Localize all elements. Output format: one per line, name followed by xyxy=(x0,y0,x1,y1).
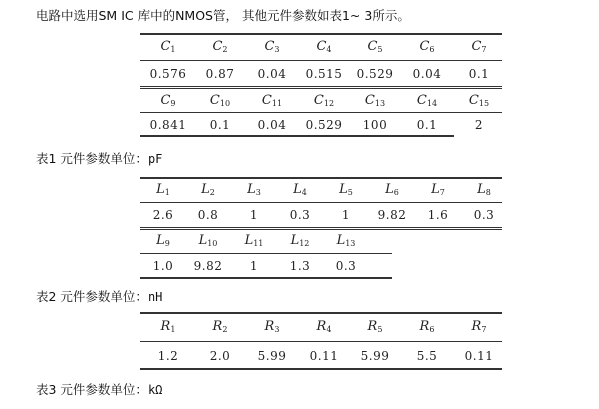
header-symbol: L xyxy=(385,182,394,197)
table-cell: 0.11 xyxy=(464,349,494,363)
header-symbol: R xyxy=(471,319,482,334)
header-symbol: L xyxy=(293,182,302,197)
column-header xyxy=(412,180,464,203)
table-cell: 0.87 xyxy=(205,67,235,81)
header-symbol: R xyxy=(367,319,378,334)
header-symbol: C xyxy=(261,93,272,108)
value-row xyxy=(140,115,502,135)
table3-caption xyxy=(36,380,162,398)
column-header xyxy=(142,37,194,60)
header-subscript: 5 xyxy=(377,325,383,334)
header-subscript: 1 xyxy=(164,188,170,197)
header-subscript: 7 xyxy=(481,45,487,54)
value-row xyxy=(140,64,502,84)
caption-prefix: 表2 元件参数单位： xyxy=(36,289,148,304)
header-symbol: L xyxy=(156,233,165,248)
column-header xyxy=(182,231,234,254)
value-row xyxy=(140,256,502,276)
header-symbol: L xyxy=(290,233,300,248)
table-cell: 1 xyxy=(341,208,351,222)
table-cell: 1 xyxy=(249,208,259,222)
table-bottom-rule xyxy=(140,368,502,370)
column-header xyxy=(182,180,234,203)
table-cell: 0.1 xyxy=(468,67,490,81)
header-subscript: 1 xyxy=(170,45,176,54)
header-row xyxy=(140,37,502,57)
column-header xyxy=(349,37,401,60)
caption-unit: pF xyxy=(147,152,163,166)
table-cell: 9.82 xyxy=(377,208,407,222)
column-header xyxy=(246,317,298,340)
header-symbol: C xyxy=(364,93,375,108)
column-header xyxy=(320,180,372,203)
capacitor-table xyxy=(140,33,502,137)
table-cell: 0.04 xyxy=(412,67,442,81)
header-symbol: L xyxy=(198,233,208,248)
header-row xyxy=(140,231,502,251)
table-rule xyxy=(140,202,502,203)
header-symbol: C xyxy=(313,93,324,108)
header-subscript: 1 xyxy=(170,325,176,334)
header-row xyxy=(140,317,502,337)
header-subscript: 14 xyxy=(426,99,438,108)
header-subscript: 6 xyxy=(429,325,435,334)
table-cell: 0.3 xyxy=(335,259,357,273)
column-header xyxy=(401,317,453,340)
column-header xyxy=(228,180,280,203)
table-cell: 0.515 xyxy=(305,67,343,81)
caption-prefix: 表3 元件参数单位： xyxy=(36,382,148,397)
table-cell: 0.3 xyxy=(289,208,311,222)
header-subscript: 10 xyxy=(219,99,231,108)
table2-caption xyxy=(36,287,162,305)
table-cell: 2.0 xyxy=(209,349,231,363)
table-cell: 1.6 xyxy=(427,208,449,222)
header-symbol: C xyxy=(160,39,171,54)
header-row xyxy=(140,180,502,200)
table-cell: 0.04 xyxy=(257,67,287,81)
table-cell: 0.1 xyxy=(209,118,231,132)
header-symbol: L xyxy=(477,182,486,197)
header-symbol: L xyxy=(339,182,348,197)
table-rule xyxy=(140,112,502,113)
header-symbol: R xyxy=(160,319,171,334)
column-header xyxy=(274,180,326,203)
header-symbol: L xyxy=(431,182,440,197)
column-header xyxy=(458,180,510,203)
inductor-table xyxy=(140,177,502,279)
table-cell: 0.11 xyxy=(309,349,339,363)
header-subscript: 12 xyxy=(323,99,335,108)
header-symbol: C xyxy=(367,39,378,54)
table-top-rule xyxy=(140,177,502,179)
header-symbol: L xyxy=(201,182,210,197)
table-cell: 9.82 xyxy=(193,259,223,273)
header-row xyxy=(140,91,502,111)
column-header xyxy=(142,91,194,114)
caption-unit: kΩ xyxy=(147,383,163,397)
header-subscript: 3 xyxy=(255,188,261,197)
header-subscript: 12 xyxy=(299,239,310,248)
value-row xyxy=(140,346,502,366)
header-symbol: C xyxy=(264,39,275,54)
column-header xyxy=(453,317,505,340)
header-symbol: C xyxy=(209,93,220,108)
table-cell: 5.5 xyxy=(416,349,438,363)
value-row xyxy=(140,205,502,225)
resistor-table xyxy=(140,312,502,370)
column-header xyxy=(366,180,418,203)
table-cell: 0.841 xyxy=(149,118,187,132)
caption-unit: nH xyxy=(147,290,163,304)
column-header xyxy=(194,37,246,60)
header-symbol: L xyxy=(244,233,254,248)
header-subscript: 15 xyxy=(478,99,490,108)
header-symbol: L xyxy=(247,182,256,197)
header-subscript: 10 xyxy=(207,239,218,248)
table-cell: 5.99 xyxy=(257,349,287,363)
table-cell: 2.6 xyxy=(152,208,174,222)
caption-prefix: 表1 元件参数单位： xyxy=(36,151,148,166)
header-subscript: 4 xyxy=(301,188,307,197)
header-symbol: C xyxy=(160,93,171,108)
column-header xyxy=(298,37,350,60)
table-bottom-rule xyxy=(140,277,392,279)
header-symbol: C xyxy=(416,93,427,108)
table-cell: 0.529 xyxy=(305,118,343,132)
column-header xyxy=(298,91,350,114)
table-cell: 1.2 xyxy=(157,349,179,363)
column-header xyxy=(246,91,298,114)
header-symbol: L xyxy=(336,233,346,248)
header-subscript: 6 xyxy=(393,188,399,197)
header-subscript: 7 xyxy=(481,325,487,334)
column-header xyxy=(246,37,298,60)
header-symbol: R xyxy=(212,319,223,334)
table-top-rule xyxy=(140,33,502,35)
table-rule xyxy=(140,341,502,342)
header-symbol: R xyxy=(316,319,327,334)
header-subscript: 13 xyxy=(374,99,386,108)
header-subscript: 5 xyxy=(347,188,353,197)
column-header xyxy=(349,91,401,114)
table-bottom-rule xyxy=(140,135,454,137)
header-symbol: C xyxy=(468,93,479,108)
column-header xyxy=(142,317,194,340)
header-subscript: 5 xyxy=(377,45,383,54)
header-subscript: 9 xyxy=(170,99,176,108)
header-subscript: 2 xyxy=(209,188,215,197)
table-rule xyxy=(140,253,392,254)
header-symbol: C xyxy=(471,39,482,54)
column-header xyxy=(453,37,505,60)
header-subscript: 9 xyxy=(164,239,170,248)
column-header xyxy=(401,91,453,114)
table-cell: 1.3 xyxy=(289,259,311,273)
header-subscript: 4 xyxy=(326,325,332,334)
header-subscript: 7 xyxy=(439,188,445,197)
column-header xyxy=(194,317,246,340)
header-subscript: 11 xyxy=(253,239,264,248)
column-header xyxy=(298,317,350,340)
header-subscript: 8 xyxy=(485,188,491,197)
intro-paragraph: 电路中选用SM IC 库中的NMOS管， 其他元件参数如表1~ 3所示。 xyxy=(36,8,410,23)
column-header xyxy=(228,231,280,254)
table-cell: 0.04 xyxy=(257,118,287,132)
table-cell: 2 xyxy=(474,118,484,132)
header-subscript: 13 xyxy=(345,239,356,248)
column-header xyxy=(349,317,401,340)
header-subscript: 2 xyxy=(222,45,228,54)
table1-caption xyxy=(36,149,162,167)
column-header xyxy=(274,231,326,254)
header-symbol: R xyxy=(419,319,430,334)
table-cell: 5.99 xyxy=(360,349,390,363)
header-subscript: 6 xyxy=(429,45,435,54)
column-header xyxy=(320,231,372,254)
table-cell: 1.0 xyxy=(152,259,174,273)
header-symbol: C xyxy=(212,39,223,54)
table-cell: 0.576 xyxy=(149,67,187,81)
header-symbol: L xyxy=(156,182,165,197)
table-top-rule xyxy=(140,312,502,314)
table-cell: 1 xyxy=(249,259,259,273)
header-symbol: C xyxy=(316,39,327,54)
header-subscript: 3 xyxy=(274,325,280,334)
table-double-rule xyxy=(140,86,502,89)
header-subscript: 11 xyxy=(271,99,283,108)
table-cell: 0.8 xyxy=(197,208,219,222)
header-symbol: R xyxy=(264,319,275,334)
table-rule xyxy=(140,60,502,61)
table-cell: 0.529 xyxy=(356,67,394,81)
header-subscript: 2 xyxy=(222,325,228,334)
table-double-rule xyxy=(140,227,502,230)
column-header xyxy=(194,91,246,114)
header-subscript: 3 xyxy=(274,45,280,54)
table-cell: 0.3 xyxy=(473,208,495,222)
table-cell: 0.1 xyxy=(416,118,438,132)
table-cell: 100 xyxy=(362,118,388,132)
column-header xyxy=(453,91,505,114)
header-symbol: C xyxy=(419,39,430,54)
column-header xyxy=(401,37,453,60)
header-subscript: 4 xyxy=(326,45,332,54)
